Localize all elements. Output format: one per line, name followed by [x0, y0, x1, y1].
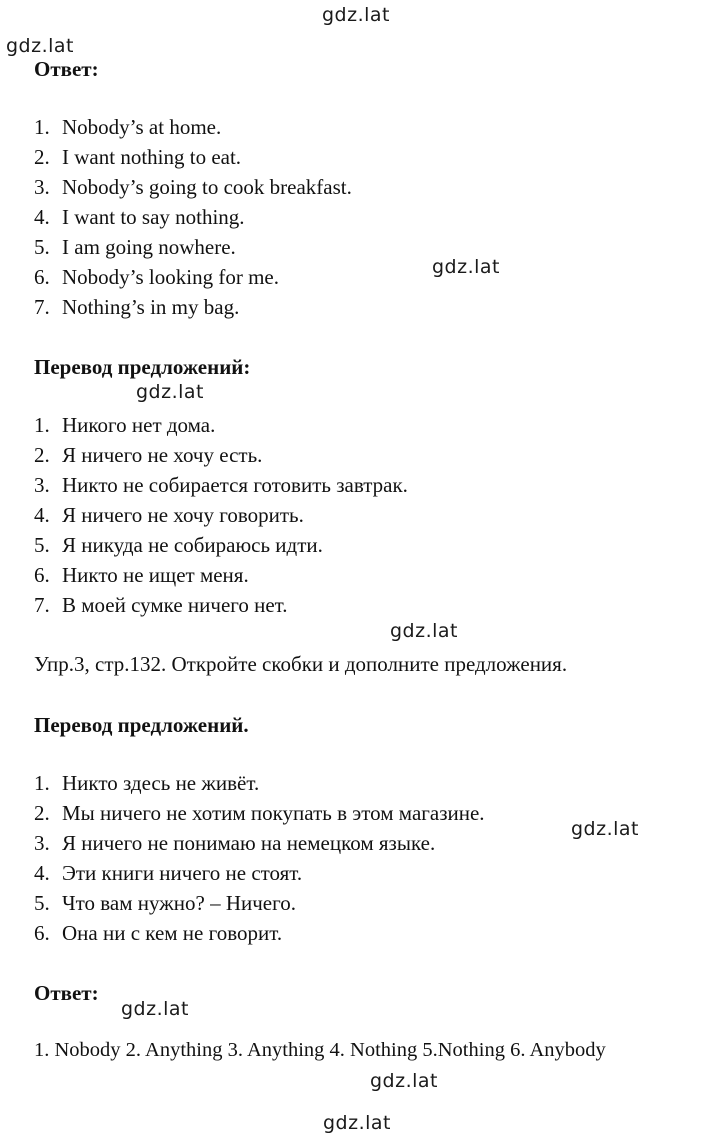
list-item: 6. Nobody’s looking for me. — [34, 265, 279, 289]
list-item: 3. Я ничего не понимаю на немецком языке. — [34, 831, 436, 855]
list-item: 5. I am going nowhere. — [34, 235, 236, 259]
answer-heading-2: Ответ: — [34, 981, 99, 1005]
list-item: 7. В моей сумке ничего нет. — [34, 593, 288, 617]
list-item: 3. Никто не собирается готовить завтрак. — [34, 473, 408, 497]
list-item: 1. Никого нет дома. — [34, 413, 216, 437]
watermark: gdz.lat — [432, 256, 501, 278]
exercise-instruction: Упр.3, стр.132. Откройте скобки и дополните предложения. — [34, 652, 568, 676]
list-item: 7. Nothing’s in my bag. — [34, 295, 240, 319]
list-item: 3. Nobody’s going to cook breakfast. — [34, 175, 352, 199]
english-answer-list — [34, 112, 352, 322]
list-item: 6. Она ни с кем не говорит. — [34, 921, 283, 945]
watermark: gdz.lat — [323, 1112, 392, 1134]
watermark: gdz.lat — [370, 1070, 439, 1092]
list-item: 6. Никто не ищет меня. — [34, 563, 249, 587]
answer-heading: Ответ: — [34, 57, 99, 81]
answer-line: 1. Nobody 2. Anything 3. Anything 4. Nothing 5.Nothing 6. Anybody — [34, 1039, 606, 1061]
list-item: 4. Я ничего не хочу говорить. — [34, 503, 304, 527]
watermark: gdz.lat — [571, 818, 640, 840]
list-item: 2. Я ничего не хочу есть. — [34, 443, 263, 467]
list-item: 2. Мы ничего не хотим покупать в этом магазине. — [34, 801, 485, 825]
list-item: 4. Эти книги ничего не стоят. — [34, 861, 303, 885]
translation-list — [34, 410, 408, 620]
list-item: 1. Никто здесь не живёт. — [34, 771, 260, 795]
watermark: gdz.lat — [390, 620, 459, 642]
list-item: 2. I want nothing to eat. — [34, 145, 242, 169]
translation-heading-2: Перевод предложений. — [34, 713, 249, 737]
list-item: 5. Что вам нужно? – Ничего. — [34, 891, 296, 915]
list-item: 4. I want to say nothing. — [34, 205, 245, 229]
translation-heading: Перевод предложений: — [34, 355, 251, 379]
watermark: gdz.lat — [136, 381, 205, 403]
list-item: 1. Nobody’s at home. — [34, 115, 222, 139]
watermark: gdz.lat — [6, 35, 75, 57]
watermark: gdz.lat — [121, 998, 190, 1020]
watermark: gdz.lat — [322, 4, 391, 26]
list-item: 5. Я никуда не собираюсь идти. — [34, 533, 323, 557]
exercise-translation-list — [34, 768, 485, 948]
